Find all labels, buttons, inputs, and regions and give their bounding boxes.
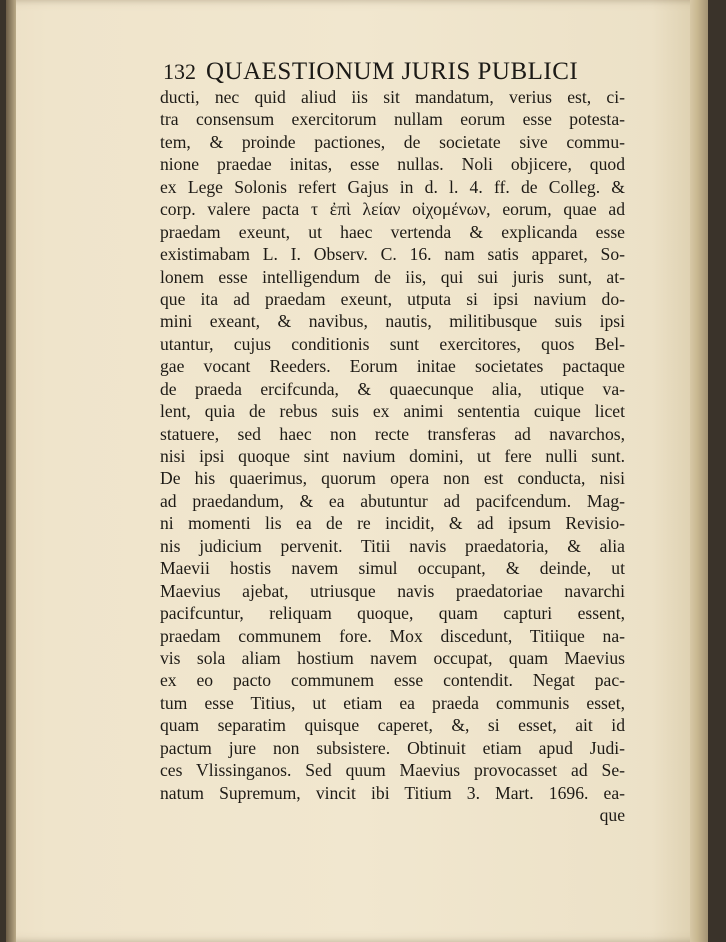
- page-edge: [690, 0, 708, 942]
- text-line: existimabam L. I. Observ. C. 16. nam satis apparet, So-: [160, 244, 625, 265]
- text-line: tra consensum exercitorum nullam eorum esse potesta-: [160, 109, 625, 130]
- text-line: natum Supremum, vincit ibi Titium 3. Mart. 1696. ea-: [160, 782, 625, 803]
- text-line: statuere, sed haec non recte transferas ad navarchos,: [160, 423, 625, 444]
- text-line: de praeda ercifcunda, & quaecunque alia, utique va-: [160, 378, 625, 399]
- text-line: nisi ipsi quoque sint navium domini, ut fere nulli sunt.: [160, 446, 625, 466]
- text-line: ad praedandum, & ea abutuntur ad pacifcendum. Mag-: [160, 490, 625, 511]
- text-line: pacifcuntur, reliquam quoque, quam capturi essent,: [160, 603, 625, 624]
- spine-shadow: [6, 0, 16, 942]
- text-line: praedam exeunt, ut haec vertenda & explicanda esse: [160, 221, 625, 242]
- text-line: corp. valere pacta τ ἐπὶ λείαν οἰχομένων, eorum, quae ad: [160, 199, 625, 220]
- text-line: quam separatim quisque caperet, &, si esset, ait id: [160, 715, 625, 736]
- text-line: nione praedae initas, esse nullas. Noli objicere, quod: [160, 154, 625, 175]
- page-number: 132: [163, 59, 196, 84]
- text-line: De his quaerimus, quorum opera non est conducta, nisi: [160, 468, 625, 489]
- text-line: lent, quia de rebus suis ex animi sententia cuique licet: [160, 401, 625, 422]
- text-line: Maevius ajebat, utriusque navis praedatoriae navarchi: [160, 580, 625, 601]
- text-line: mini exeant, & navibus, nautis, militibusque suis ipsi: [160, 311, 625, 332]
- text-line: tum esse Titius, ut etiam ea praeda communis esset,: [160, 692, 625, 713]
- text-line: ducti, nec quid aliud iis sit mandatum, verius est, ci-: [160, 87, 625, 107]
- text-line: tem, & proinde pactiones, de societate sive commu-: [160, 131, 625, 152]
- text-line: vis sola aliam hostium navem occupat, quam Maevius: [160, 647, 625, 668]
- text-line: ex eo pacto communem esse contendit. Negat pac-: [160, 670, 625, 691]
- running-title: QUAESTIONUM JURIS PUBLICI: [206, 58, 579, 85]
- body-text: [160, 86, 625, 826]
- text-line: gae vocant Reeders. Eorum initae societates pactaque: [160, 356, 625, 377]
- text-line: pactum jure non subsistere. Obtinuit etiam apud Judi-: [160, 737, 625, 758]
- text-line: ces Vlissinganos. Sed quum Maevius provocasset ad Se-: [160, 760, 625, 781]
- text-line: utantur, cujus conditionis sunt exercitores, quos Bel-: [160, 333, 625, 354]
- text-line: ni momenti lis ea de re incidit, & ad ipsum Revisio-: [160, 513, 625, 534]
- text-line: que ita ad praedam exeunt, utputa si ipsi navium do-: [160, 288, 625, 309]
- text-line: Maevii hostis navem simul occupant, & deinde, ut: [160, 558, 625, 579]
- catchword: que: [599, 805, 625, 825]
- text-line: ex Lege Solonis refert Gajus in d. l. 4. ff. de Colleg. &: [160, 176, 625, 197]
- text-line: praedam communem fore. Mox discedunt, Titiique na-: [160, 625, 625, 646]
- text-line: lonem esse intelligendum de iis, qui sui juris sunt, at-: [160, 266, 625, 287]
- text-line: nis judicium pervenit. Titii navis praedatoria, & alia: [160, 535, 625, 556]
